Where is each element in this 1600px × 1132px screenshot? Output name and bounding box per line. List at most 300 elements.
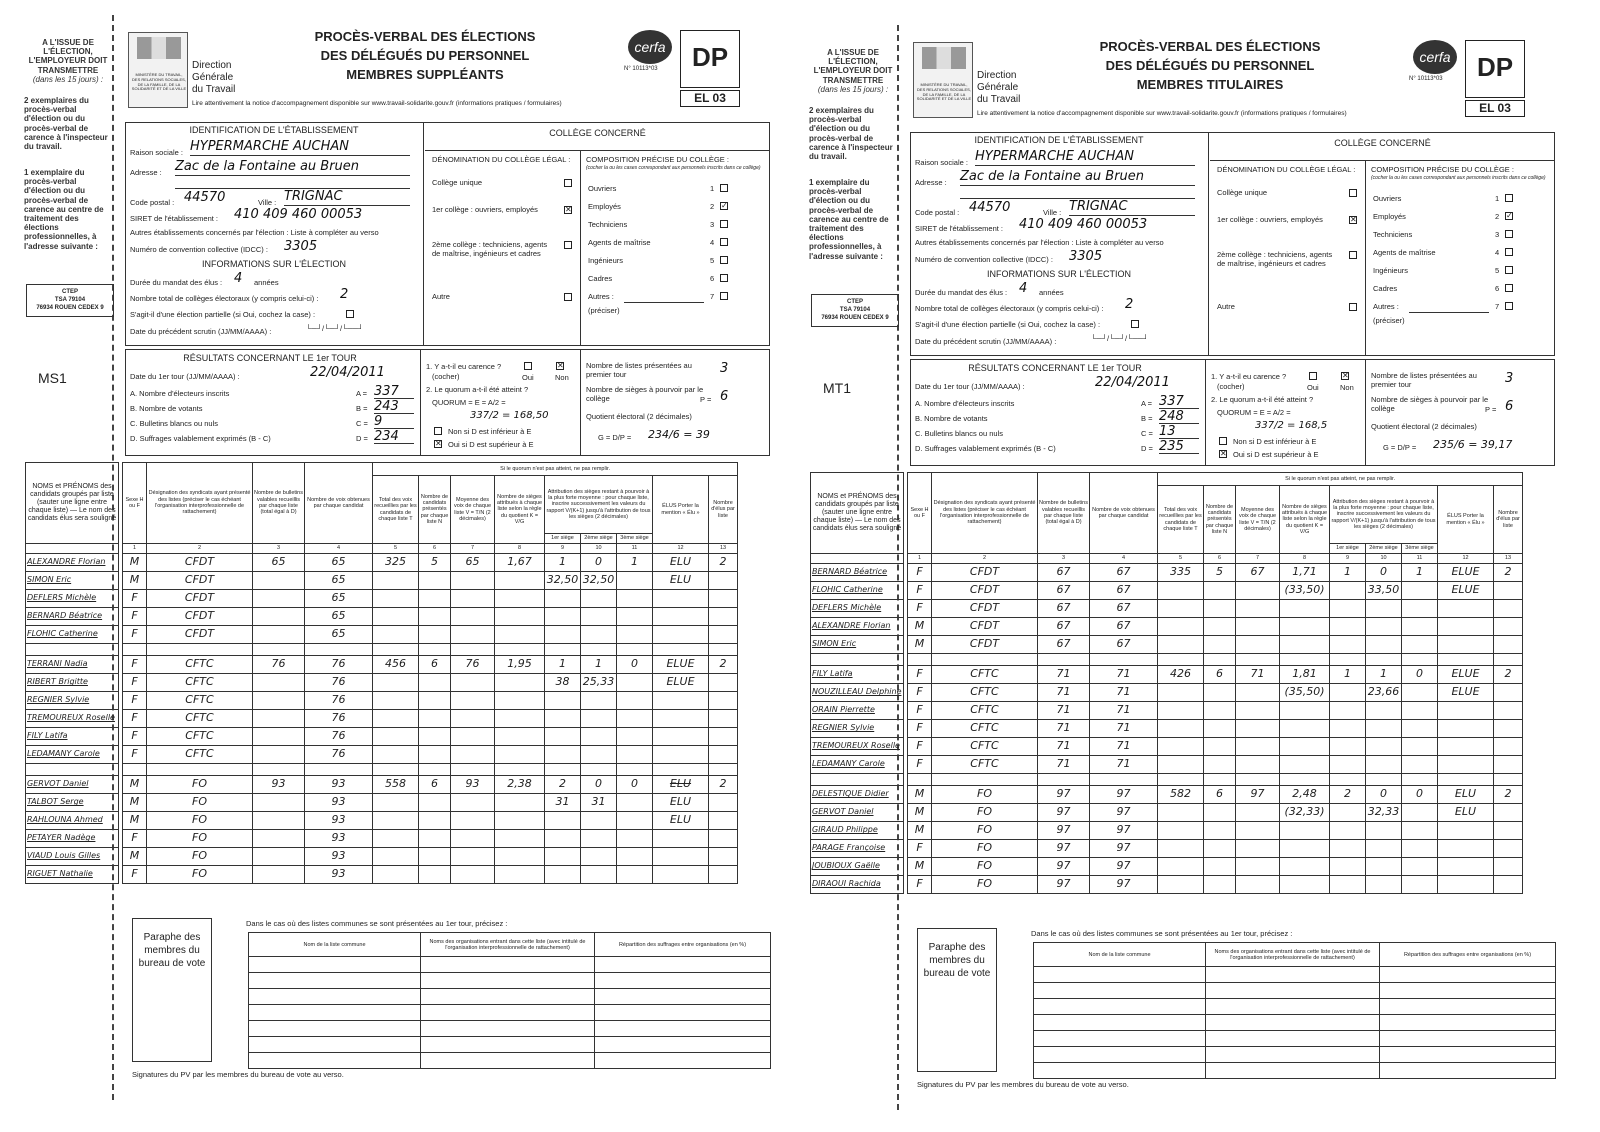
carence-non-checkbox[interactable]: ✕ [1342, 371, 1349, 380]
common-cell[interactable] [1034, 1015, 1206, 1031]
candidate-cell: 33,50 [1366, 582, 1402, 600]
common-cell[interactable] [1206, 1047, 1380, 1063]
legal-college-checkbox[interactable] [1349, 189, 1357, 197]
common-cell[interactable] [249, 973, 421, 989]
composition-checkbox[interactable] [720, 184, 728, 192]
postal-code-value: 44570 [184, 190, 226, 205]
candidate-cell: 97 [1090, 786, 1158, 804]
blank-cell [1236, 654, 1280, 666]
candidate-cell [581, 608, 617, 626]
candidate-cell: 65 [305, 590, 373, 608]
field-label: Non si D est inférieur à E [448, 427, 532, 436]
candidate-cell [373, 830, 419, 848]
candidate-cell: 0 [1366, 786, 1402, 804]
column-number: 9 [545, 544, 581, 554]
common-cell[interactable] [249, 989, 421, 1005]
candidate-cell: F [123, 608, 147, 626]
candidate-row [26, 848, 738, 866]
candidate-cell: CFTC [147, 656, 253, 674]
side-copies-2-text: 2 exemplaires du procès-verbal d'élection ou du procès-verbal de carence à l'inspecteur du travail. [24, 96, 108, 151]
candidate-cell: F [123, 590, 147, 608]
candidate-cell [1330, 738, 1366, 756]
legal-college-checkbox[interactable] [1349, 303, 1357, 311]
candidate-cell: 32,50 [545, 572, 581, 590]
blank-cell [1204, 654, 1236, 666]
common-cell[interactable] [249, 1021, 421, 1037]
candidate-cell [653, 848, 709, 866]
candidate-cell: 93 [451, 776, 495, 794]
common-cell[interactable] [249, 1053, 421, 1069]
candidate-cell: CFTC [932, 666, 1038, 684]
common-cell[interactable] [1206, 1015, 1380, 1031]
candidate-name: REGNIER Sylvie [26, 692, 119, 710]
field-label: Nombre de sièges à pourvoir par le collège [1371, 395, 1489, 413]
info-title: INFORMATIONS SUR L'ÉLECTION [986, 269, 1132, 279]
candidate-cell [253, 746, 305, 764]
column-header: Nombre de bulletins valables recueillis par chaque liste (total égal à D) [1038, 473, 1090, 554]
candidate-cell: 71 [1090, 702, 1158, 720]
candidate-cell [653, 866, 709, 884]
field-label: Ville : [258, 198, 277, 207]
blank-cell [373, 764, 419, 776]
candidate-cell: 6 [1204, 786, 1236, 804]
composition-number: 1 [710, 184, 715, 193]
field-label: Non [1340, 383, 1354, 392]
common-cell[interactable] [595, 957, 771, 973]
field-label: (cocher) [1217, 382, 1245, 391]
ctep-line: TSA 79104 [54, 296, 86, 303]
common-lists-intro: Dans le cas où des listes communes se sont présentées au 1er tour, précisez : [1031, 929, 1293, 938]
legal-college-checkbox[interactable]: ✕ [1350, 215, 1357, 224]
candidate-cell: FO [932, 858, 1038, 876]
title-subtitle: MEMBRES TITULAIRES [1136, 76, 1284, 92]
candidate-row [811, 600, 1523, 618]
composition-checkbox[interactable] [720, 274, 728, 282]
legal-college-checkbox[interactable] [564, 179, 572, 187]
column-header: Attribution des sièges restant à pourvoir à la plus forte moyenne : pour chaque liste, inscrire successivement les valeurs du rapport V/(K+1) jusqu'à l'attribution de tous les sièges (2 décimales) [545, 476, 653, 534]
candidate-cell: 5 [419, 554, 451, 572]
candidate-cell [1204, 840, 1236, 858]
candidate-name: FILY Latifa [811, 666, 904, 684]
candidate-cell: 325 [373, 554, 419, 572]
candidate-cell: M [123, 794, 147, 812]
candidate-cell [545, 608, 581, 626]
blank-cell [495, 764, 545, 776]
candidate-cell [1330, 822, 1366, 840]
candidate-cell: CFDT [932, 582, 1038, 600]
candidate-cell: 71 [1236, 666, 1280, 684]
common-lists-table [248, 932, 771, 1069]
common-cell[interactable] [595, 1037, 771, 1053]
candidate-cell [1402, 636, 1438, 654]
blank-cell [1494, 774, 1523, 786]
column-header: Sexe H ou F [123, 463, 147, 544]
candidate-cell: 1 [617, 554, 653, 572]
candidate-cell [1204, 702, 1236, 720]
candidate-cell: 1 [1330, 564, 1366, 582]
field-label: A = [356, 389, 368, 398]
candidate-cell [1280, 822, 1330, 840]
common-cell[interactable] [1380, 999, 1556, 1015]
nb-colleges-value: 2 [340, 287, 349, 302]
common-cell[interactable] [421, 973, 595, 989]
blank-cell [908, 774, 932, 786]
candidate-cell: (33,50) [1280, 582, 1330, 600]
candidate-cell: F [908, 738, 932, 756]
candidate-cell [653, 626, 709, 644]
field-label: Nombre de sièges à pourvoir par le collège [586, 385, 704, 403]
quorum-oui-checkbox[interactable]: ✕ [1220, 449, 1227, 458]
common-cell[interactable] [1380, 1031, 1556, 1047]
common-cell[interactable] [421, 1021, 595, 1037]
common-cell[interactable] [1206, 1063, 1380, 1079]
composition-checkbox[interactable]: ✓ [721, 201, 728, 210]
composition-checkbox[interactable] [1505, 248, 1513, 256]
candidate-cell: CFTC [147, 728, 253, 746]
candidate-cell [253, 572, 305, 590]
candidate-cell: 67 [1038, 618, 1090, 636]
candidate-cell: F [908, 756, 932, 774]
candidate-cell [709, 608, 738, 626]
candidate-cell [1236, 738, 1280, 756]
candidate-cell [253, 674, 305, 692]
common-cell[interactable] [421, 1037, 595, 1053]
notice-text: Lire attentivement la notice d'accompagnement disponible sur www.travail-solidarite.gouv.fr (informations pratiques / formulaires) [977, 110, 1347, 117]
blank-cell [709, 764, 738, 776]
candidate-cell [617, 812, 653, 830]
common-cell[interactable] [1034, 967, 1206, 983]
candidate-cell: CFTC [932, 684, 1038, 702]
composition-option: Ouvriers [1373, 194, 1402, 203]
candidate-row [811, 618, 1523, 636]
partial-election-checkbox[interactable] [1131, 320, 1139, 328]
candidate-cell [1330, 684, 1366, 702]
candidate-cell [1204, 804, 1236, 822]
composition-number: 2 [1495, 212, 1500, 221]
candidate-cell: 38 [545, 674, 581, 692]
candidate-cell [1236, 582, 1280, 600]
composition-checkbox[interactable] [1505, 194, 1513, 202]
candidate-cell: FO [932, 804, 1038, 822]
candidate-cell [1494, 876, 1523, 894]
composition-checkbox[interactable] [720, 220, 728, 228]
side-issue-line: L'EMPLOYEUR DOIT [813, 66, 893, 76]
candidate-cell [253, 710, 305, 728]
candidate-cell: 71 [1038, 738, 1090, 756]
candidate-cell [1330, 858, 1366, 876]
composition-checkbox[interactable]: ✓ [1506, 211, 1513, 220]
candidate-cell [1204, 582, 1236, 600]
field-label: Date du 1er tour (JJ/MM/AAAA) : [915, 382, 1025, 391]
common-cell[interactable] [595, 1053, 771, 1069]
candidate-name: ORAIN Pierrette [811, 702, 904, 720]
field-label: Code postal : [130, 198, 175, 207]
common-cell[interactable] [421, 1005, 595, 1021]
composition-option: Autres : [588, 292, 614, 301]
candidate-cell [419, 794, 451, 812]
candidate-cell: 71 [1038, 720, 1090, 738]
composition-number: 6 [1495, 284, 1500, 293]
candidate-row [811, 666, 1523, 684]
candidate-cell: 76 [451, 656, 495, 674]
page-code: MT1 [823, 380, 851, 396]
candidate-cell [419, 692, 451, 710]
quorum-non-checkbox[interactable] [434, 427, 442, 435]
common-cell[interactable] [421, 957, 595, 973]
legal-college-option: 1er collège : ouvriers, employés [432, 205, 538, 214]
blank-cell [451, 764, 495, 776]
candidate-name: ALEXANDRE Florian [26, 554, 119, 572]
composition-checkbox[interactable] [1505, 266, 1513, 274]
common-cell[interactable] [1380, 967, 1556, 983]
candidate-cell [1494, 738, 1523, 756]
candidate-cell [709, 848, 738, 866]
common-cell[interactable] [1380, 1063, 1556, 1079]
column-number: 4 [1090, 554, 1158, 564]
composition-title: COMPOSITION PRÉCISE DU COLLÈGE : [1371, 165, 1514, 174]
candidate-cell [581, 692, 617, 710]
candidate-cell [653, 710, 709, 728]
common-header: Nom de la liste commune [249, 933, 421, 957]
candidate-cell [1366, 840, 1402, 858]
quorum-note: Si le quorum n'est pas atteint, ne pas remplir. [373, 463, 738, 476]
candidate-cell [1402, 702, 1438, 720]
legal-college-checkbox[interactable] [564, 293, 572, 301]
field-label: années [1039, 288, 1064, 297]
blank-cell [1366, 774, 1402, 786]
ident-title: IDENTIFICATION DE L'ÉTABLISSEMENT [189, 125, 359, 135]
common-header: Noms des organisations entrant dans cette liste (avec intitulé de l'organisation interprofessionnelle de rattachement) [1206, 943, 1380, 967]
candidate-name: BERNARD Béatrice [26, 608, 119, 626]
column-number: 13 [1494, 554, 1523, 564]
candidate-cell: ELUE [1438, 666, 1494, 684]
seat-header: 2ème siège [1366, 544, 1402, 554]
composition-checkbox[interactable] [1505, 284, 1513, 292]
candidate-cell [1402, 840, 1438, 858]
candidates-table [25, 462, 738, 884]
candidate-name: TALBOT Serge [26, 794, 119, 812]
divider [1365, 160, 1366, 356]
candidate-cell: FO [147, 866, 253, 884]
candidate-cell [1158, 738, 1204, 756]
quotient-value: 234/6 = 39 [648, 428, 710, 441]
seats-value: 6 [1505, 399, 1514, 414]
candidate-cell [545, 728, 581, 746]
field-label: Adresse : [915, 178, 947, 187]
candidate-cell [451, 848, 495, 866]
candidate-cell: 71 [1090, 666, 1158, 684]
candidate-cell: 6 [1204, 666, 1236, 684]
blank-cell [709, 644, 738, 656]
legal-college-checkbox[interactable] [1349, 251, 1357, 259]
candidate-cell: 76 [305, 656, 373, 674]
candidate-row [811, 702, 1523, 720]
candidate-cell [1158, 804, 1204, 822]
candidate-row [811, 804, 1523, 822]
idcc-value: 3305 [1069, 249, 1103, 264]
common-cell[interactable] [595, 1005, 771, 1021]
candidate-cell: CFTC [932, 738, 1038, 756]
candidate-cell: 67 [1090, 600, 1158, 618]
side-copies-2 [809, 106, 895, 161]
candidate-cell: CFDT [147, 572, 253, 590]
common-cell[interactable] [249, 957, 421, 973]
common-cell[interactable] [595, 1021, 771, 1037]
quorum-non-checkbox[interactable] [1219, 437, 1227, 445]
common-cell[interactable] [1034, 1047, 1206, 1063]
candidate-cell [709, 674, 738, 692]
common-cell[interactable] [249, 1005, 421, 1021]
composition-checkbox[interactable] [720, 238, 728, 246]
candidate-cell [1158, 636, 1204, 654]
field-label: Durée du mandat des élus : [915, 288, 1008, 297]
candidate-cell: 0 [1402, 786, 1438, 804]
field-label: Raison sociale : [915, 158, 968, 167]
candidate-row [811, 858, 1523, 876]
column-header: Nombre de sièges attribués à chaque liste selon la règle du quotient K = V/G [1280, 486, 1330, 554]
common-cell[interactable] [595, 973, 771, 989]
candidate-cell [653, 590, 709, 608]
candidate-cell [419, 572, 451, 590]
candidate-row [26, 674, 738, 692]
field-label: D. Suffrages valablement exprimés (B - C) [130, 434, 271, 443]
direction-line: du Travail [977, 94, 1021, 105]
candidate-cell: CFTC [147, 710, 253, 728]
composition-note: (cocher la ou les cases correspondant aux personnels inscrits dans ce collège) [586, 165, 761, 171]
candidate-cell: F [908, 702, 932, 720]
candidate-cell: F [908, 876, 932, 894]
candidate-cell [1236, 804, 1280, 822]
carence-oui-checkbox[interactable] [1309, 372, 1317, 380]
candidate-cell: 97 [1038, 840, 1090, 858]
partial-election-checkbox[interactable] [346, 310, 354, 318]
common-cell[interactable] [595, 989, 771, 1005]
composition-number: 4 [1495, 248, 1500, 257]
common-cell[interactable] [1380, 1047, 1556, 1063]
common-cell[interactable] [1380, 1015, 1556, 1031]
common-cell[interactable] [1206, 967, 1380, 983]
candidate-cell [1158, 618, 1204, 636]
composition-checkbox[interactable] [1505, 230, 1513, 238]
common-cell[interactable] [1380, 983, 1556, 999]
composition-checkbox[interactable] [720, 256, 728, 264]
candidate-cell: FO [147, 794, 253, 812]
candidate-cell: ELUE [653, 674, 709, 692]
composition-option: Employés [1373, 212, 1406, 221]
carence-oui-checkbox[interactable] [524, 362, 532, 370]
common-cell[interactable] [421, 989, 595, 1005]
candidate-cell [1204, 618, 1236, 636]
postal-code-value: 44570 [969, 200, 1011, 215]
candidate-cell: FO [932, 822, 1038, 840]
common-cell[interactable] [1034, 999, 1206, 1015]
candidate-cell [1204, 858, 1236, 876]
company-name-value: HYPERMARCHE AUCHAN [190, 140, 410, 156]
candidate-cell [373, 728, 419, 746]
candidate-cell [495, 692, 545, 710]
legal-college-checkbox[interactable] [564, 241, 572, 249]
candidate-cell: 65 [305, 626, 373, 644]
candidate-cell [1366, 600, 1402, 618]
candidate-cell: 76 [305, 746, 373, 764]
candidate-cell [1280, 876, 1330, 894]
candidate-cell: F [123, 674, 147, 692]
composition-checkbox[interactable] [1505, 302, 1513, 310]
candidate-cell [709, 590, 738, 608]
column-number: 6 [1204, 554, 1236, 564]
field-label: Quotient électoral (2 décimales) [1371, 422, 1477, 431]
common-cell[interactable] [1034, 983, 1206, 999]
candidate-cell [709, 572, 738, 590]
candidate-cell [419, 830, 451, 848]
common-cell[interactable] [421, 1053, 595, 1069]
carence-non-checkbox[interactable]: ✕ [557, 361, 564, 370]
title-line-1: PROCÈS-VERBAL DES ÉLECTIONS [314, 29, 536, 44]
common-cell[interactable] [1034, 1063, 1206, 1079]
common-cell[interactable] [1034, 1031, 1206, 1047]
column-number: 5 [373, 544, 419, 554]
field-label: 2. Le quorum a-t-il été atteint ? [426, 385, 529, 394]
field-label: C. Bulletins blancs ou nuls [915, 429, 1003, 438]
candidate-cell [373, 794, 419, 812]
candidate-name: VIAUD Louis Gilles [26, 848, 119, 866]
candidate-row [811, 738, 1523, 756]
candidate-cell [1236, 822, 1280, 840]
candidate-cell [617, 572, 653, 590]
common-cell[interactable] [1206, 999, 1380, 1015]
candidate-cell: FO [932, 876, 1038, 894]
candidate-cell [617, 728, 653, 746]
address-value: Zac de la Fontaine au Bruen [960, 170, 1195, 186]
candidate-cell: 1 [1402, 564, 1438, 582]
candidate-cell [1236, 720, 1280, 738]
composition-option: Techniciens [1373, 230, 1413, 239]
candidate-cell: 71 [1038, 756, 1090, 774]
candidate-cell [1366, 738, 1402, 756]
candidate-row [26, 830, 738, 848]
candidate-cell: 1,95 [495, 656, 545, 674]
composition-checkbox[interactable] [720, 292, 728, 300]
candidate-cell [1494, 756, 1523, 774]
common-cell[interactable] [1206, 1031, 1380, 1047]
candidate-cell: CFTC [932, 702, 1038, 720]
preciser-label: (préciser) [1373, 316, 1405, 325]
candidate-cell [617, 794, 653, 812]
legal-college-checkbox[interactable]: ✕ [565, 205, 572, 214]
candidate-cell: CFDT [932, 636, 1038, 654]
candidate-cell [253, 590, 305, 608]
candidate-cell [1366, 618, 1402, 636]
candidate-cell [1330, 840, 1366, 858]
candidate-cell: 456 [373, 656, 419, 674]
candidate-cell: F [123, 692, 147, 710]
candidate-cell [451, 692, 495, 710]
candidate-cell: 97 [1038, 876, 1090, 894]
candidate-cell [1158, 858, 1204, 876]
candidates-table [810, 472, 1523, 894]
candidate-cell: 67 [1090, 618, 1158, 636]
ctep-address-box [26, 284, 114, 317]
field-label: années [254, 278, 279, 287]
common-cell[interactable] [1206, 983, 1380, 999]
candidate-cell [495, 608, 545, 626]
candidate-cell [373, 812, 419, 830]
names-number [26, 544, 119, 554]
quorum-oui-checkbox[interactable]: ✕ [435, 439, 442, 448]
candidate-cell [1438, 702, 1494, 720]
quorum-value: 337/2 = 168,50 [470, 410, 549, 421]
common-cell[interactable] [249, 1037, 421, 1053]
